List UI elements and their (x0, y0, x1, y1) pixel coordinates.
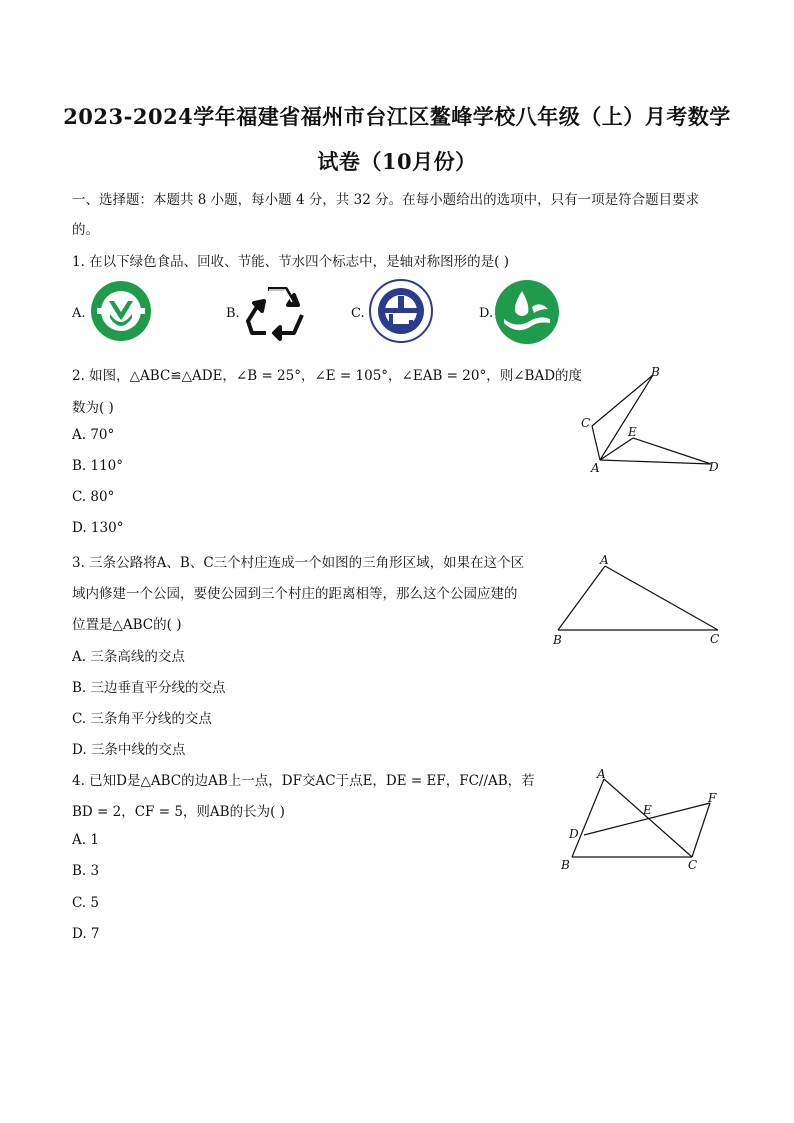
q3-option-b[interactable]: B. 三边垂直平分线的交点 (72, 680, 226, 696)
q3-point-c: C (710, 632, 720, 646)
q4-point-a: A (597, 767, 606, 781)
q4-option-b[interactable]: B. 3 (72, 863, 100, 879)
q4-point-c: C (688, 858, 698, 872)
q2-stem-line-1: 2. 如图，△ABC≌△ADE，∠B = 25°，∠E = 105°，∠EAB = 20°，则∠BAD的度 (72, 368, 583, 384)
q4-point-e: E (643, 803, 652, 817)
q2-option-b[interactable]: B. 110° (72, 458, 124, 474)
q2-option-c[interactable]: C. 80° (72, 489, 115, 505)
q2-option-a[interactable]: A. 70° (72, 427, 115, 443)
green-food-logo-icon (88, 280, 154, 342)
title-line-1: 2023-2024学年福建省福州市台江区鳌峰学校八年级（上）月考数学 (63, 104, 731, 129)
energy-saving-icon (367, 278, 435, 344)
q2-point-a: A (591, 461, 600, 475)
q4-option-d[interactable]: D. 7 (72, 926, 100, 942)
q3-stem-line-3: 位置是△ABC的( ) (72, 617, 182, 633)
q2-figure (575, 362, 725, 480)
section-instruction-line-1: 一、选择题：本题共 8 小题，每小题 4 分，共 32 分。在每小题给出的选项中，只有一项是符合题目要求 (72, 192, 700, 208)
q4-option-c[interactable]: C. 5 (72, 895, 100, 911)
q3-figure (548, 550, 728, 650)
q4-point-b: B (561, 858, 570, 872)
q4-point-d: D (569, 827, 579, 841)
q3-point-a: A (600, 553, 609, 567)
q3-option-d[interactable]: D. 三条中线的交点 (72, 742, 186, 758)
section-instruction-line-2: 的。 (72, 222, 99, 238)
q1-option-d-label: D. (479, 306, 494, 321)
q1-option-c-label: C. (351, 306, 365, 321)
q3-point-b: B (553, 633, 562, 647)
q4-option-a[interactable]: A. 1 (72, 832, 99, 848)
q3-option-c[interactable]: C. 三条角平分线的交点 (72, 711, 212, 727)
q1-stem: 1. 在以下绿色食品、回收、节能、节水四个标志中，是轴对称图形的是( ) (72, 254, 509, 270)
q1-option-a-label: A. (72, 306, 86, 321)
q2-stem-line-2: 数为( ) (72, 400, 114, 416)
q3-stem-line-1: 3. 三条公路将A、B、C三个村庄连成一个如图的三角形区域，如果在这个区 (72, 555, 525, 571)
q4-point-f: F (708, 791, 717, 805)
q1-option-b-label: B. (226, 306, 240, 321)
q4-figure (555, 765, 730, 877)
q2-option-d[interactable]: D. 130° (72, 520, 124, 536)
q2-point-b: B (651, 365, 660, 379)
title-line-2: 试卷（10月份） (317, 149, 477, 174)
q2-point-e: E (628, 425, 637, 439)
q4-stem-line-1: 4. 已知D是△ABC的边AB上一点，DF交AC于点E，DE = EF，FC//AB，若 (72, 773, 535, 789)
q2-point-c: C (581, 416, 591, 430)
recycle-icon (244, 281, 310, 343)
water-saving-icon (494, 279, 560, 345)
q3-option-a[interactable]: A. 三条高线的交点 (72, 649, 185, 665)
q2-point-d: D (709, 460, 719, 474)
q4-stem-line-2: BD = 2，CF = 5，则AB的长为( ) (72, 804, 285, 820)
q3-stem-line-2: 域内修建一个公园，要使公园到三个村庄的距离相等，那么这个公园应建的 (72, 586, 518, 602)
